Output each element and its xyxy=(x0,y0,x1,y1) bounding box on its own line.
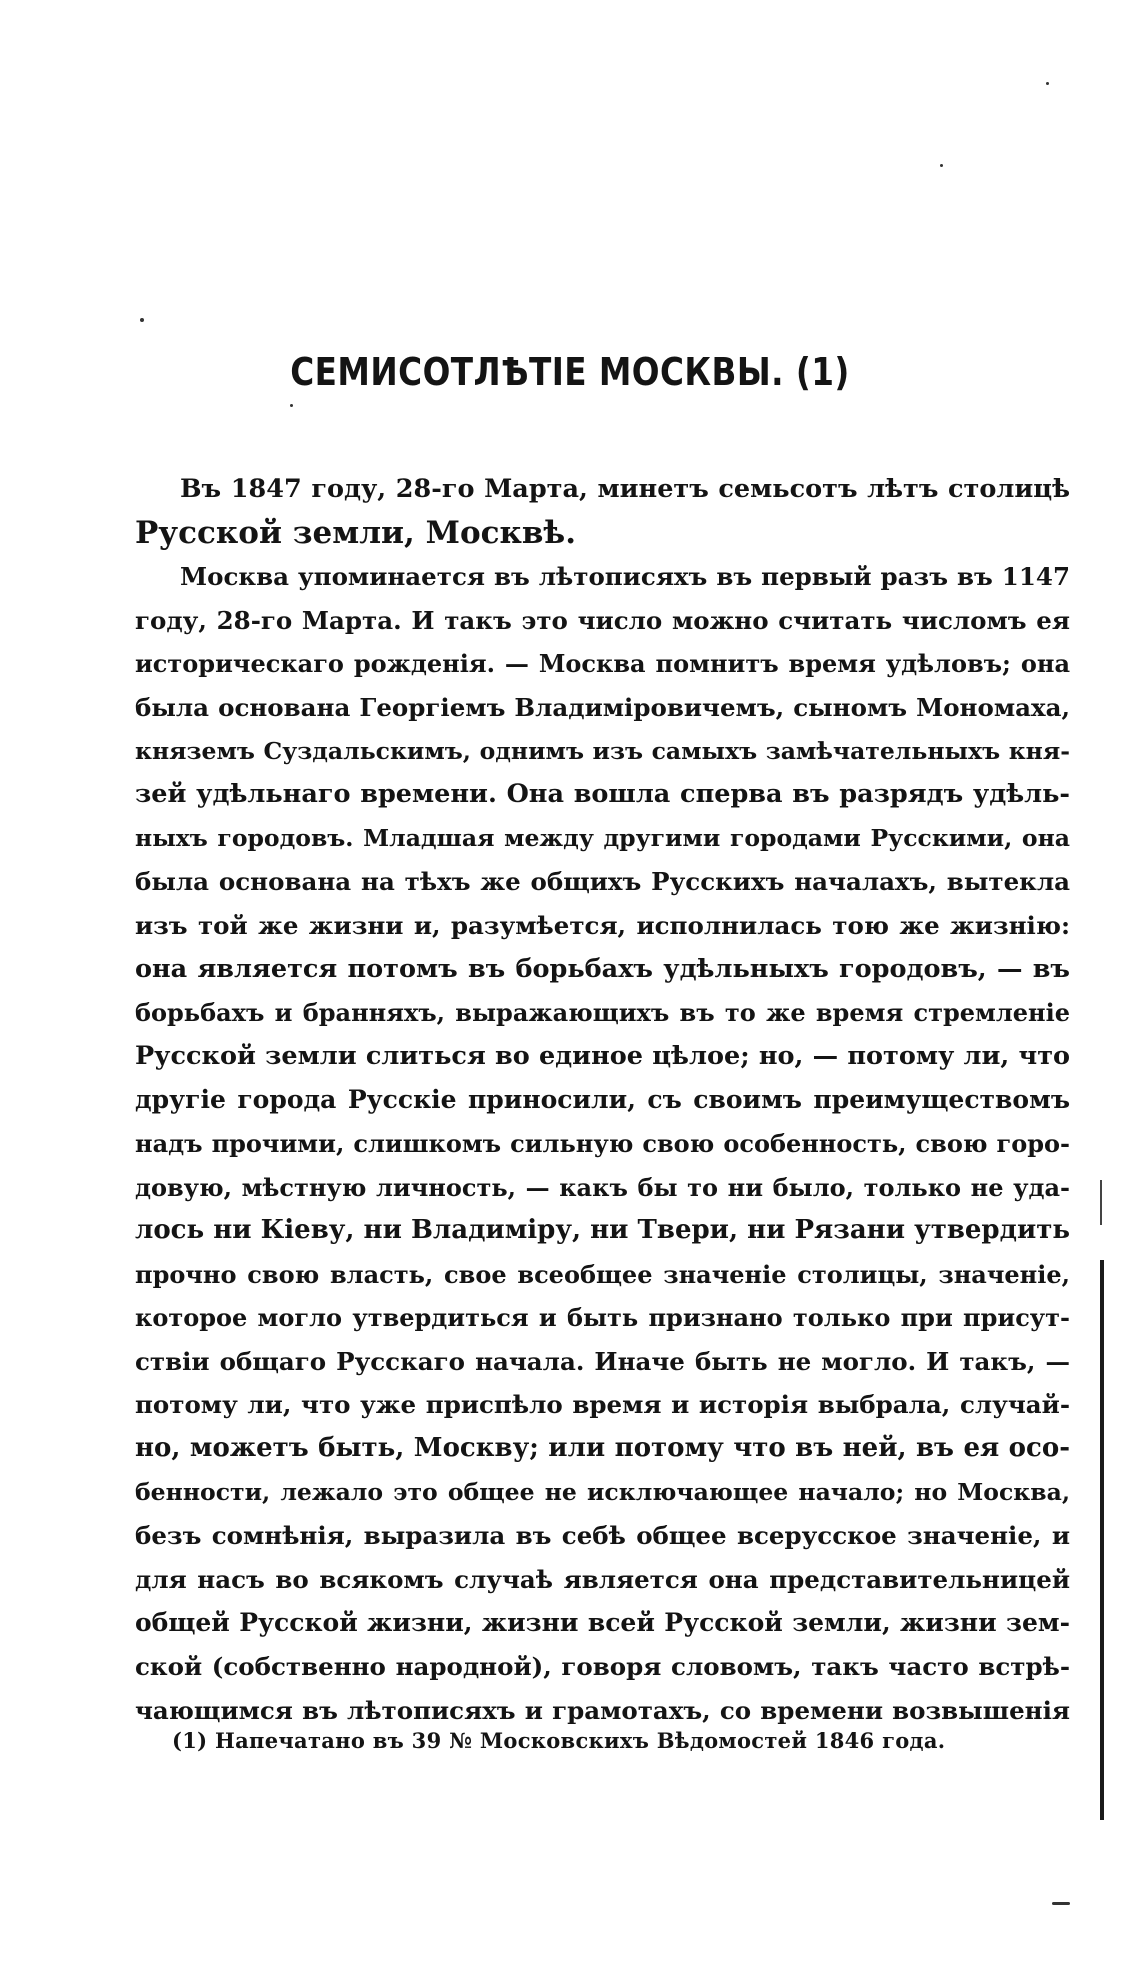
text-line: чающимся въ лѣтописяхъ и грамотахъ, со времени возвышенія xyxy=(135,1695,1070,1725)
text-line: Москва упоминается въ лѣтописяхъ въ первый разъ въ 1147 xyxy=(180,562,1070,592)
text-line: Русской земли слиться во единое цѣлое; но, — потому ли, что xyxy=(135,1040,1070,1071)
text-line: году, 28-го Марта. И такъ это число можно считать числомъ ея xyxy=(135,605,1070,635)
text-line: прочно свою власть, свое всеобщее значеніе столицы, значеніе, xyxy=(135,1259,1070,1289)
footnote: (1) Напечатано въ 39 № Московскихъ Вѣдомостей 1846 года. xyxy=(172,1728,946,1753)
text-line: довую, мѣстную личность, — какъ бы то ни было, только не уда- xyxy=(135,1172,1070,1202)
print-speck xyxy=(1052,1902,1070,1905)
text-line: она является потомъ въ борьбахъ удѣльныхъ городовъ, — въ xyxy=(135,953,1070,984)
text-line: была основана на тѣхъ же общихъ Русскихъ началахъ, вытекла xyxy=(135,867,1070,897)
text-line: другіе города Русскіе приносили, съ своимъ преимуществомъ xyxy=(135,1085,1070,1115)
text-line: потому ли, что уже приспѣло время и исторія выбрала, случай- xyxy=(135,1390,1070,1420)
text-line: безъ сомнѣнія, выразила въ себѣ общее всерусское значеніе, и xyxy=(135,1521,1070,1551)
text-line: Въ 1847 году, 28-го Марта, минетъ семьсотъ лѣтъ столицѣ xyxy=(180,474,1070,504)
text-line: борьбахъ и бранняхъ, выражающихъ въ то же время стремленіе xyxy=(135,998,1070,1028)
text-line: надъ прочими, слишкомъ сильную свою особенность, свою горо- xyxy=(135,1128,1070,1158)
print-speck xyxy=(140,318,144,322)
text-line: общей Русской жизни, жизни всей Русской земли, жизни зем- xyxy=(135,1608,1070,1638)
text-line: бенности, лежало это общее не исключающее начало; но Москва, xyxy=(135,1477,1070,1506)
body-text xyxy=(135,468,1070,1732)
margin-rule xyxy=(1100,1260,1104,1820)
text-line: Русской земли, Москвѣ. xyxy=(135,514,577,551)
margin-mark xyxy=(1100,1180,1102,1225)
text-line: ныхъ городовъ. Младшая между другими городами Русскими, она xyxy=(135,823,1070,852)
print-speck xyxy=(290,404,293,407)
text-line: изъ той же жизни и, разумѣется, исполнилась тою же жизнію: xyxy=(135,910,1070,940)
print-speck xyxy=(1046,82,1049,85)
print-speck xyxy=(940,164,943,167)
text-line: для насъ во всякомъ случаѣ является она представительницей xyxy=(135,1564,1070,1594)
text-line: княземъ Суздальскимъ, однимъ изъ самыхъ замѣчательныхъ кня- xyxy=(135,736,1070,765)
text-line: ствіи общаго Русскаго начала. Иначе быть не могло. И такъ, — xyxy=(135,1346,1070,1376)
chapter-title: СЕМИСОТЛѢТІЕ МОСКВЫ. (1) xyxy=(290,350,850,394)
text-line: лось ни Кіеву, ни Владиміру, ни Твери, ни Рязани утвердить xyxy=(135,1215,1070,1246)
text-line: которое могло утвердиться и быть признано только при присут- xyxy=(135,1303,1070,1333)
text-line: зей удѣльнаго времени. Она вошла сперва въ разрядъ удѣль- xyxy=(135,779,1070,810)
text-line: ской (собственно народной), говоря словомъ, такъ часто встрѣ- xyxy=(135,1652,1070,1682)
text-line: но, можетъ быть, Москву; или потому что въ ней, въ ея осо- xyxy=(135,1433,1070,1464)
text-line: была основана Георгіемъ Владиміровичемъ, сыномъ Мономаха, xyxy=(135,692,1070,722)
text-line: историческаго рожденія. — Москва помнитъ время удѣловъ; она xyxy=(135,649,1070,679)
